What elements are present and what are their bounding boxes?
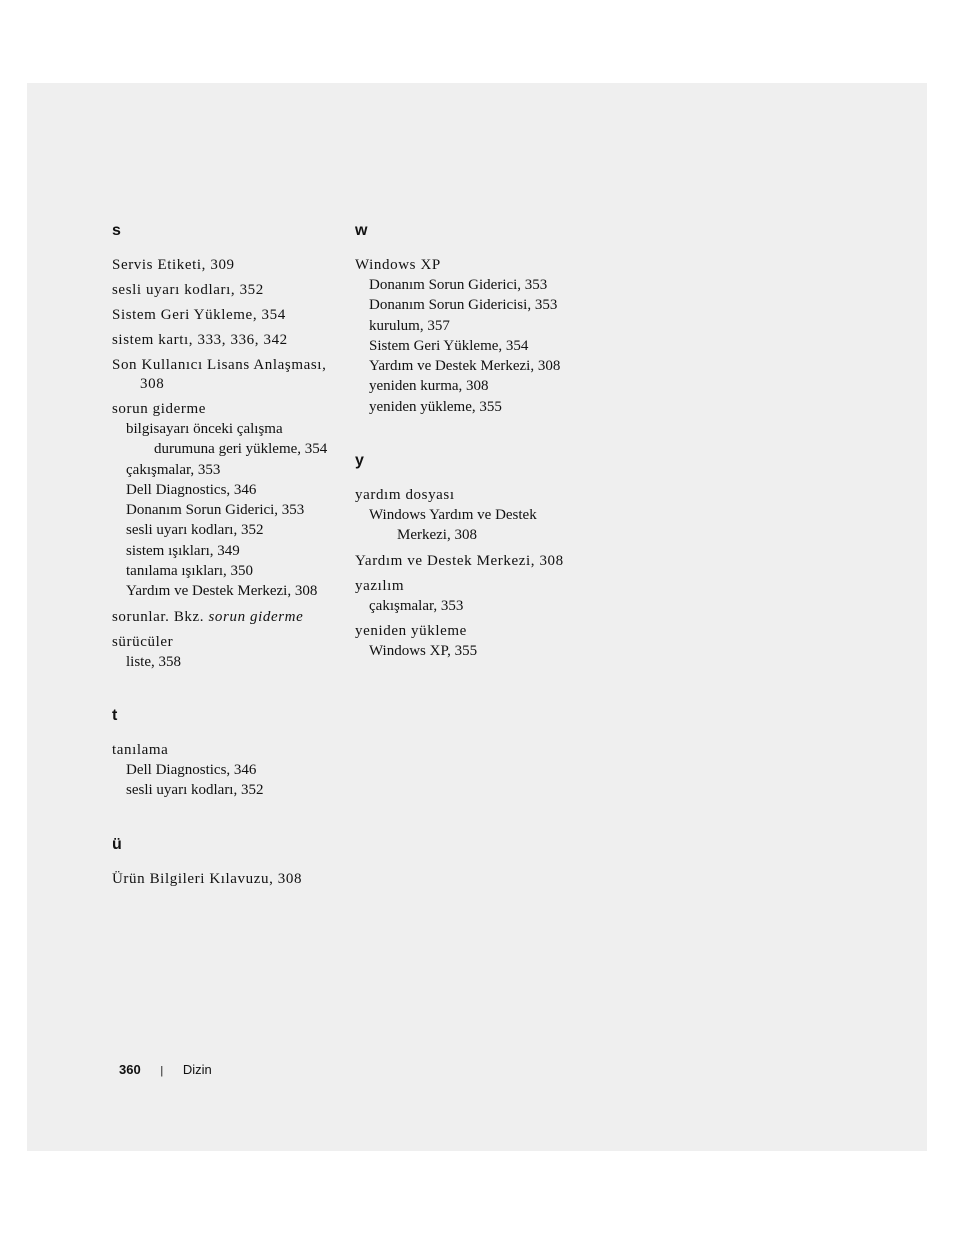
- entry-subitem: Dell Diagnostics, 346: [126, 481, 257, 498]
- index-entry: [112, 281, 347, 300]
- entry-heading: sistem kartı, 333, 336, 342: [112, 332, 288, 348]
- index-section-u-umlaut: [112, 835, 347, 889]
- entry-subitem: Windows Yardım ve Destek Merkezi, 308: [369, 507, 537, 544]
- index-entry: [112, 400, 347, 602]
- entry-subitem: kurulum, 357: [369, 317, 450, 334]
- entry-subitem: liste, 358: [126, 653, 181, 670]
- index-entry: [355, 577, 590, 616]
- entry-heading: yeniden yükleme: [355, 622, 467, 639]
- entry-heading: yazılım: [355, 577, 405, 594]
- index-entry: [355, 256, 590, 417]
- section-letter: w: [355, 222, 368, 239]
- page: [27, 83, 927, 1151]
- entry-subitem: yeniden kurma, 308: [369, 378, 489, 395]
- index-entry: [112, 633, 347, 672]
- entry-subitem: sistem ışıkları, 349: [126, 542, 240, 559]
- section-title: Dizin: [182, 1062, 212, 1077]
- entry-heading: yardım dosyası: [355, 487, 455, 504]
- index-entry: [112, 356, 347, 394]
- entry-subitem: sesli uyarı kodları, 352: [126, 522, 264, 539]
- index-column-right: [355, 221, 590, 695]
- index-entry: [112, 331, 347, 350]
- entry-heading: sorun giderme: [112, 401, 207, 417]
- index-entry: [112, 741, 347, 801]
- index-entry: [112, 608, 347, 627]
- entry-heading: Ürün Bilgileri Kılavuzu, 308: [112, 870, 303, 887]
- entry-heading: Son Kullanıcı Lisans Anlaşması, 308: [112, 357, 327, 392]
- entry-heading: Windows XP: [355, 257, 441, 273]
- entry-subitem: Donanım Sorun Gidericisi, 353: [369, 297, 558, 314]
- index-entry: [112, 306, 347, 325]
- index-entry: [112, 256, 347, 275]
- section-letter: ü: [112, 835, 122, 853]
- entry-heading: tanılama: [112, 741, 169, 758]
- index-entry: [355, 486, 590, 546]
- entry-subitem: sesli uyarı kodları, 352: [126, 782, 264, 799]
- entry-subitem: çakışmalar, 353: [369, 597, 464, 614]
- section-letter: y: [355, 452, 364, 470]
- footer-separator: |: [160, 1065, 164, 1077]
- index-section-y: [355, 451, 590, 661]
- page-footer: [119, 1062, 212, 1079]
- entry-heading: [112, 608, 347, 627]
- entry-subitem: bilgisayarı önceki çalışma durumuna geri yükleme, 354: [126, 421, 328, 458]
- index-section-t: [112, 706, 347, 801]
- entry-subitem: Yardım ve Destek Merkezi, 308: [126, 583, 318, 600]
- entry-subitem: Yardım ve Destek Merkezi, 308: [369, 358, 561, 375]
- section-letter: t: [112, 706, 118, 724]
- index-column-left: [112, 221, 347, 923]
- entry-subitem: çakışmalar, 353: [126, 461, 221, 478]
- entry-subitem: yeniden yükleme, 355: [369, 398, 502, 415]
- entry-heading: sürücüler: [112, 633, 174, 650]
- entry-subitem: Dell Diagnostics, 346: [126, 761, 257, 778]
- entry-heading: Servis Etiketi, 309: [112, 257, 235, 273]
- page-number: 360: [119, 1062, 141, 1077]
- index-entry: [112, 870, 347, 889]
- index-section-w: [355, 221, 590, 417]
- entry-heading: sesli uyarı kodları, 352: [112, 282, 264, 298]
- index-entry: [355, 622, 590, 661]
- index-section-s: [112, 221, 347, 672]
- entry-subitem: Donanım Sorun Giderici, 353: [369, 277, 548, 293]
- entry-subitem: Windows XP, 355: [369, 642, 478, 659]
- entry-subitem: Sistem Geri Yükleme, 354: [369, 337, 529, 354]
- entry-heading: Sistem Geri Yükleme, 354: [112, 307, 286, 323]
- section-letter: s: [112, 222, 121, 239]
- see-prefix: sorunlar. Bkz.: [112, 608, 209, 625]
- entry-subitem: tanılama ışıkları, 350: [126, 563, 254, 580]
- entry-subitem: Donanım Sorun Giderici, 353: [126, 502, 305, 519]
- entry-heading: Yardım ve Destek Merkezi, 308: [355, 552, 564, 569]
- see-reference-link[interactable]: sorun giderme: [208, 608, 304, 625]
- index-entry: [355, 552, 590, 571]
